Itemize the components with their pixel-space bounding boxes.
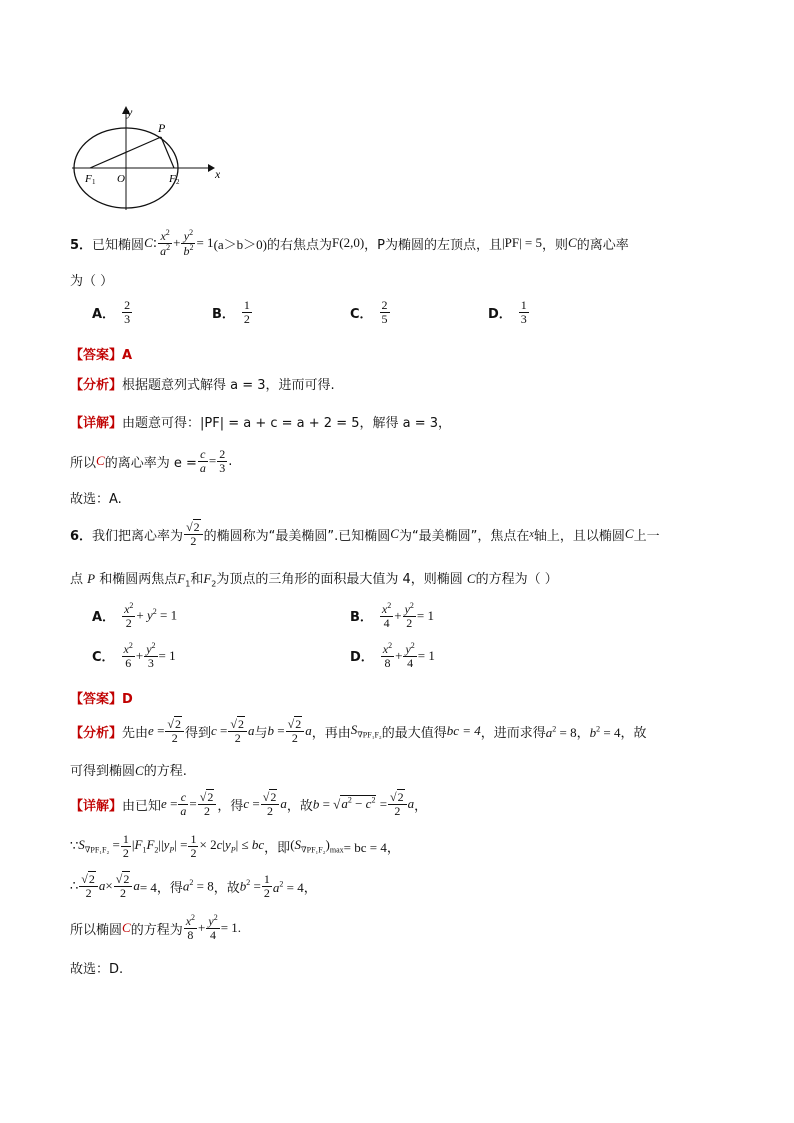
q5-option-a[interactable]: A． $\frac{2}{3}$ bbox=[92, 298, 131, 326]
q6-analysis-line1: 【分析】 先由 e = $\frac{√2}{2}$ 得到 c = $\frac{√2}{2}$ a 与 b = $\frac{√2}{2}$ a ，再由 $S_{\nabla PF_1F_2}$ 的最大值得 bc = 4 ，进而求得 $a^2 = 8$，$b^2 = 4$ ，故 bbox=[70, 716, 647, 745]
q5-number: 5． bbox=[70, 237, 93, 253]
label-p: P bbox=[158, 121, 166, 135]
q6-stem-line2: 点 P 和椭圆两焦点$F_1$和$F_2$为顶点的三角形的面积最大值为 4，则椭圆 C的方程为（ ） bbox=[70, 571, 558, 589]
label-f1: F bbox=[85, 173, 92, 185]
q5-answer: 【答案】A bbox=[70, 348, 133, 363]
q6-answer: 【答案】D bbox=[70, 692, 133, 707]
label-x: x bbox=[215, 167, 220, 181]
q5-x2a2: $\frac{x^2}{a^2}$ bbox=[160, 227, 171, 258]
q6-option-a[interactable]: A． $\frac{x^2}{2}$ + $y^2 = 1$ bbox=[92, 601, 178, 630]
q6-option-c[interactable]: C． $\frac{x^2}{6}$ + $\frac{y^2}{3}$ = 1 bbox=[92, 641, 176, 670]
q5-y2b2: $\frac{y^2}{b^2}$ bbox=[183, 227, 194, 258]
q6-detail-line1: 【详解】 由已知 e = $\frac{c}{a}$ = $\frac{√2}{2}$ ，得 c = $\frac{√2}{2}$ a ，故 $b = √a^2 - c^2$ = $\frac{√2}{2}$ a ， bbox=[70, 789, 428, 818]
segment-pf2 bbox=[161, 137, 174, 168]
label-f2-sub: 2 bbox=[176, 178, 180, 186]
q5-analysis: 【分析】根据题意列式解得 a = 3，进而可得. bbox=[70, 378, 335, 393]
label-o: O bbox=[117, 173, 125, 185]
q5-option-c[interactable]: C． $\frac{2}{5}$ bbox=[350, 298, 388, 326]
q6-analysis-line2: 可得到椭圆C的方程. bbox=[70, 763, 187, 779]
q5-detail-line2: 所以 C 的离心率为 e = $\frac{c}{a}$ = $\frac{2}{3}$ . bbox=[70, 446, 233, 475]
q6-choose: 故选：D. bbox=[70, 962, 124, 977]
q6-option-b[interactable]: B． $\frac{x^2}{4}$ + $\frac{y^2}{2}$ = 1 bbox=[350, 601, 435, 630]
x-axis-arrow bbox=[208, 164, 215, 172]
q5-detail-line1: 【详解】由题意可得：|PF| = a + c = a + 2 = 5，解得 a = 3， bbox=[70, 416, 452, 431]
label-f2: F bbox=[169, 173, 176, 185]
ellipse-figure bbox=[70, 102, 220, 212]
q5-stem-line2: 为（ ） bbox=[70, 274, 114, 289]
label-f1-sub: 1 bbox=[92, 178, 96, 186]
q5-choose: 故选：A. bbox=[70, 492, 122, 507]
q5-stem-line1: 5． 已知椭圆 C : $\frac{x^2}{a^2}$ + $\frac{y^2}{b^2}$ = 1 (a＞b＞0) 的右焦点为 F(2,0) ，P为椭圆的左顶点，且 |PF| = 5 ，则 C 的离心率 bbox=[70, 227, 629, 258]
q5-option-d[interactable]: D． $\frac{1}{3}$ bbox=[488, 298, 527, 326]
q6-option-d[interactable]: D． $\frac{x^2}{8}$ + $\frac{y^2}{4}$ = 1 bbox=[350, 641, 435, 670]
q6-detail-line3: ∴ $\frac{√2}{2}$ a × $\frac{√2}{2}$ a = 4，得 $a^2 = 8$ ，故 $b^2$ = $\frac{1}{2}$ $a^2 = 4$， bbox=[70, 871, 317, 900]
q6-stem-line1: 6． 我们把离心率为 $\frac{√2}{2}$ 的椭圆称为“最美椭圆”.已知椭圆 C 为“最美椭圆”，焦点在 x 轴上，且以椭圆 C 上一 bbox=[70, 519, 660, 548]
q6-detail-line2: ∵ $S_{\nabla PF_1F_2}$ = $\frac{1}{2}$ $|F_1F_2||y_P|$ = $\frac{1}{2}$ × $2c|y_P|$ ≤ bc ，即 $(S_{\nabla PF_1F_2})_{max}$ = bc = 4， bbox=[70, 831, 400, 860]
label-y: y bbox=[127, 105, 133, 119]
q5-option-b[interactable]: B． $\frac{1}{2}$ bbox=[212, 298, 250, 326]
q6-detail-line4: 所以椭圆 C 的方程为 $\frac{x^2}{8}$ + $\frac{y^2}{4}$ = 1. bbox=[70, 913, 242, 942]
